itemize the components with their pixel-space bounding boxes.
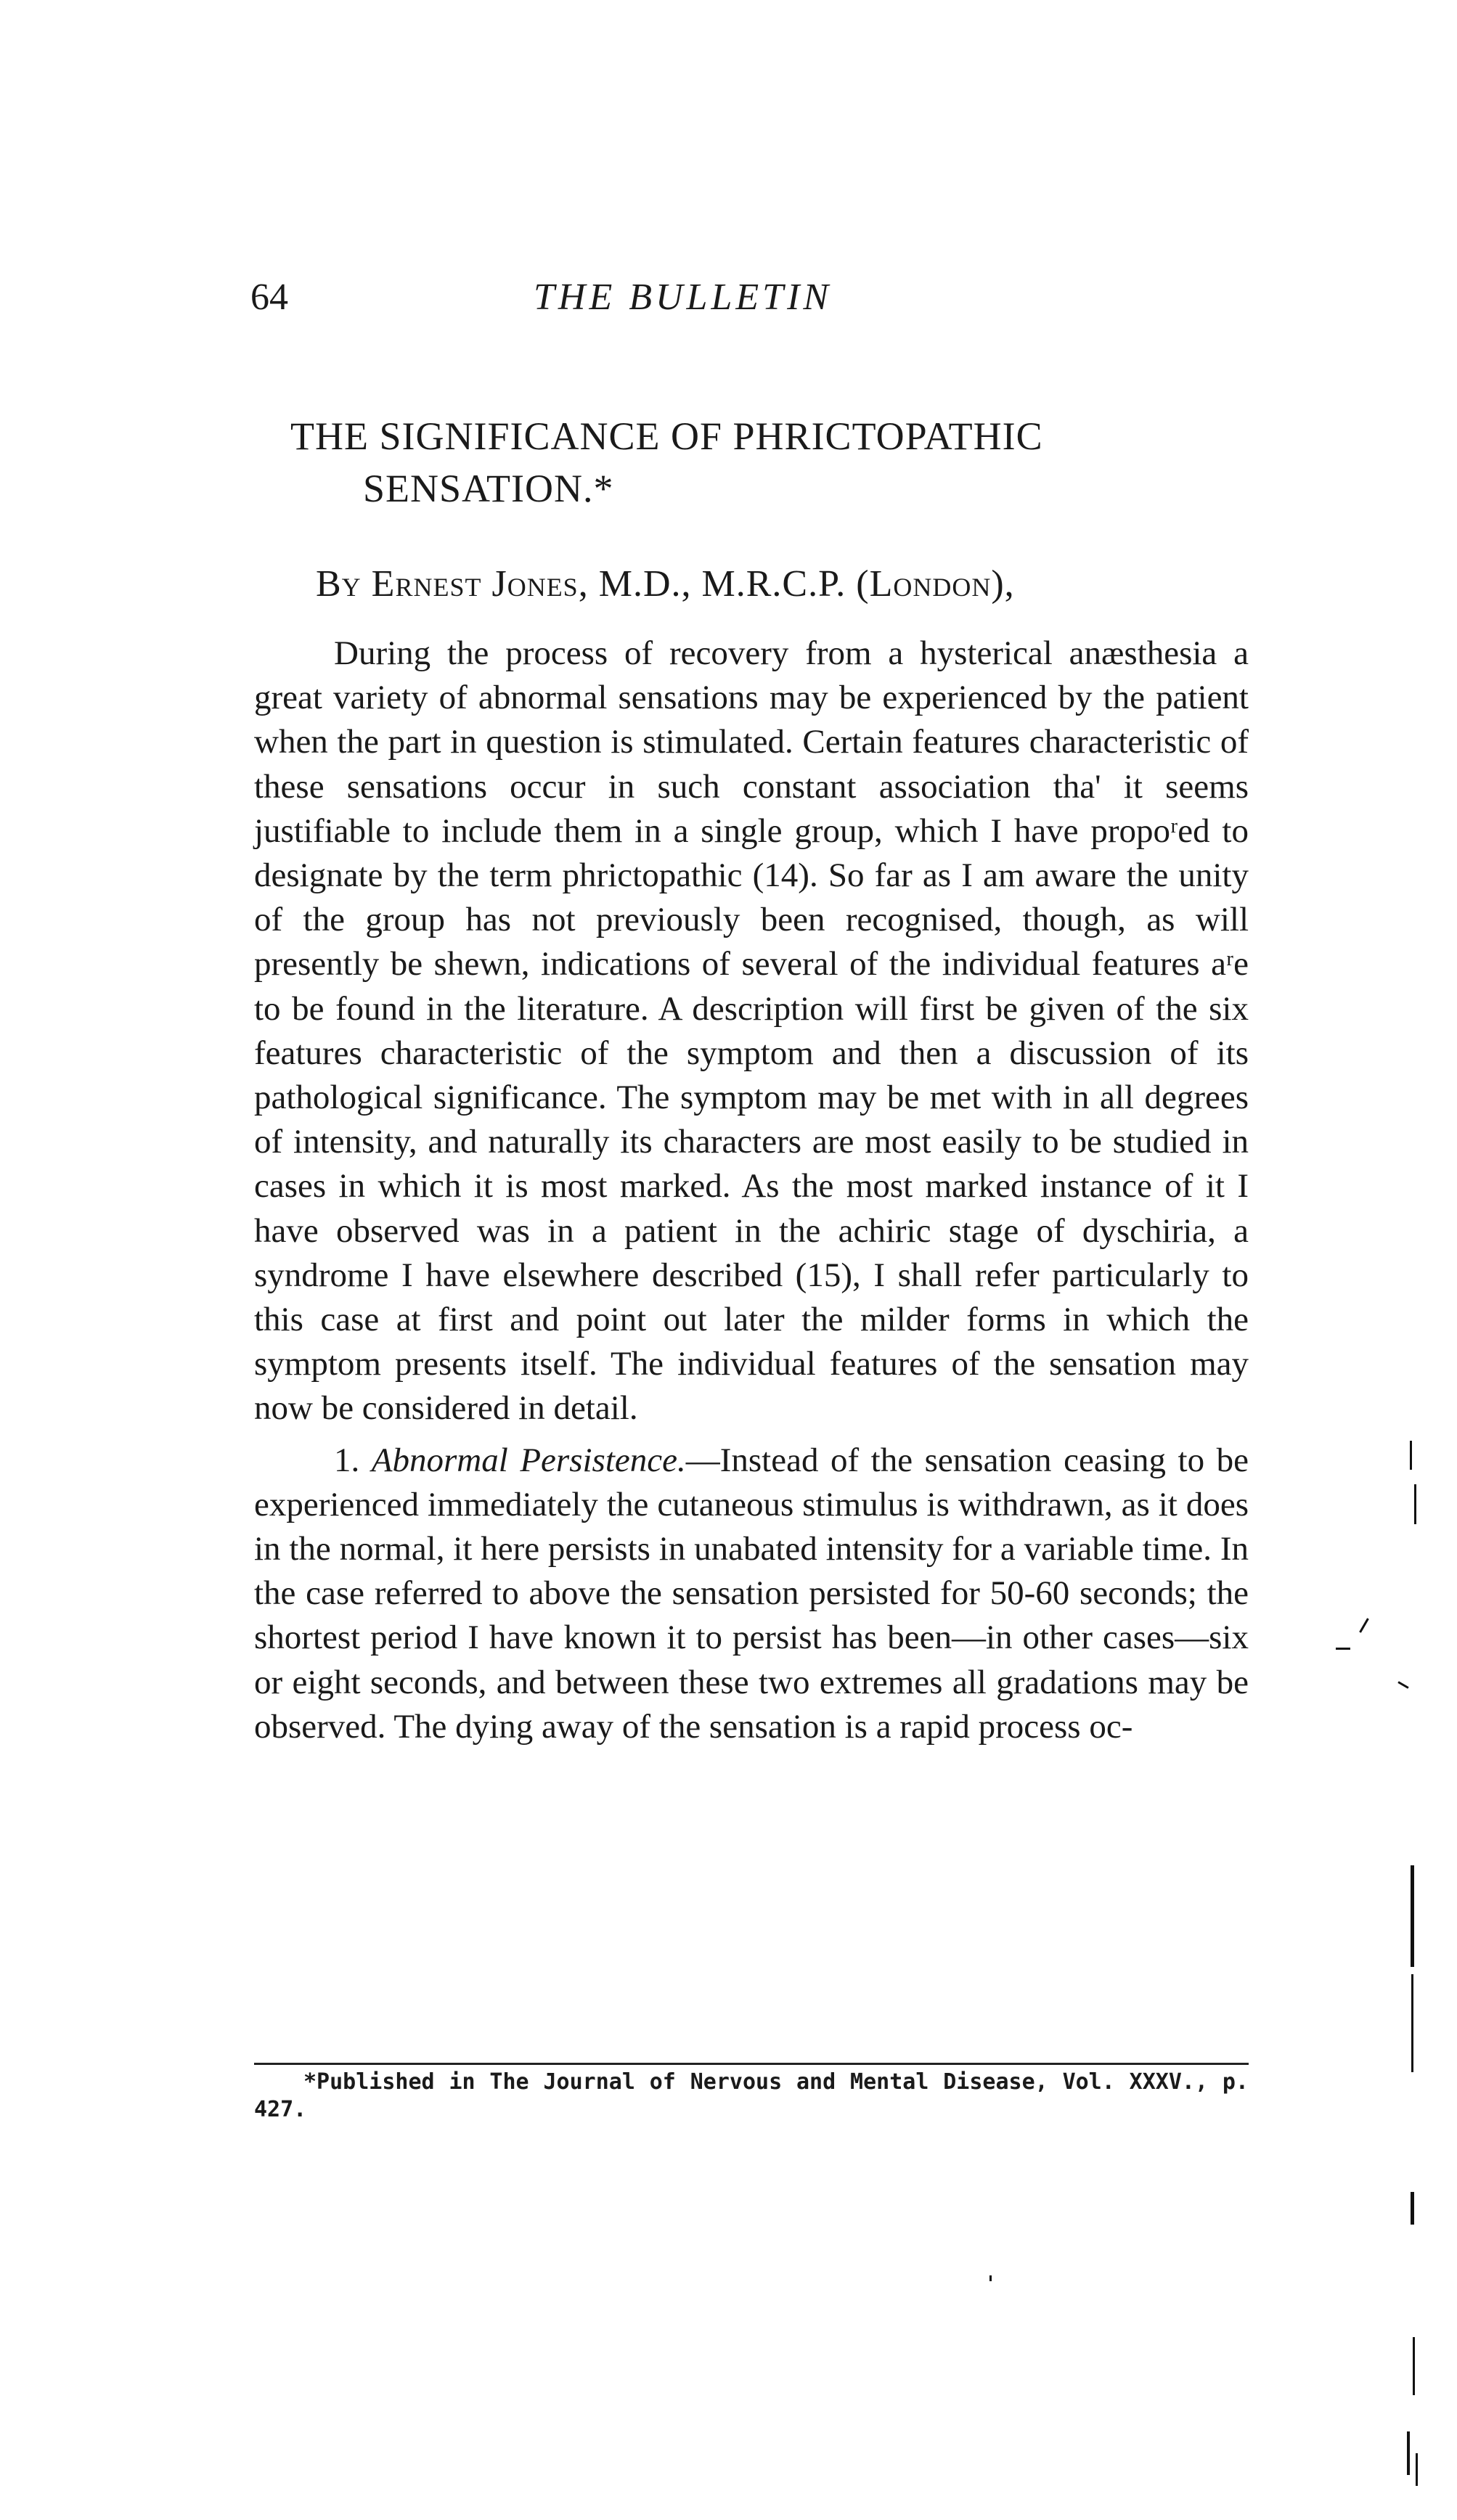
- author-byline: By Ernest Jones, M.D., M.R.C.P. (London),: [316, 563, 1015, 605]
- scan-mark: [1336, 1648, 1350, 1650]
- scan-mark: [1416, 2453, 1418, 2486]
- journal-title: THE BULLETIN: [534, 277, 833, 318]
- footnote-text: *Published in The Journal of Nervous and Mental Disease, Vol. XXXV., p. 427.: [254, 2069, 1249, 2122]
- article-title-line-2: SENSATION.*: [363, 467, 614, 510]
- section-title: Abnormal Persistence.: [371, 1441, 686, 1479]
- article-title-line-1: THE SIGNIFICANCE OF PHRICTOPATHIC: [290, 414, 1043, 458]
- section-text: —Instead of the sensation ceasing to be experienced immediately the cutaneous stimulus is withdrawn, as it does in the normal, it here persists in unabated intensity for a variable time. In the case referred to above the sensation persisted for 50-60 seconds; the shortest period I have known it to persist has been—in other cases—six or eight seconds, and between these two extremes all gradations may be observed. The dying away of the sensation is a rapid process oc-: [254, 1441, 1249, 1746]
- running-head: [250, 276, 1310, 327]
- footnote-divider: [254, 2063, 1249, 2065]
- scan-mark: [1397, 1681, 1408, 1689]
- scan-mark: [1359, 1618, 1369, 1633]
- scan-mark: [1411, 1865, 1414, 1967]
- section-paragraph: [254, 1439, 1249, 1749]
- article-body: [254, 631, 1249, 1749]
- scan-mark: [1411, 2192, 1414, 2225]
- body-paragraph: During the process of recovery from a hysterical anæsthesia a great variety of abnormal sensations may be experienced by the patient when the part in question is stimulated. Certain features characteristic of these sensations occur in such constant association tha' it seems justifiable to include them in a single group, which I have propoʳed to designate by the term phrictopathic (14). So far as I am aware the unity of the group has not previously been recognised, though, as will presently be shewn, indications of several of the individual features aʳe to be found in the literature. A description will first be given of the six features characteristic of the symptom and then a discussion of its pathological significance. The symptom may be met with in all degrees of intensity, and naturally its characters are most easily to be studied in cases in which it is most marked. As the most marked instance of it I have observed was in a patient in the achiric stage of dyschiria, a syndrome I have elsewhere described (15), I shall refer particularly to this case at first and point out later the milder forms in which the symptom presents itself. The individual features of the sensation may now be considered in detail.: [254, 634, 1249, 1428]
- scan-mark: [989, 2275, 992, 2281]
- scan-mark: [1407, 2431, 1410, 2475]
- scan-mark: [1413, 2337, 1415, 2395]
- section-number: 1.: [334, 1441, 360, 1479]
- scan-mark: [1414, 1484, 1416, 1524]
- article-title: [290, 410, 1043, 515]
- page-number: 64: [250, 277, 288, 318]
- scan-mark: [1411, 1974, 1413, 2072]
- scan-mark: [1410, 1441, 1412, 1470]
- footnote: [254, 2069, 1249, 2124]
